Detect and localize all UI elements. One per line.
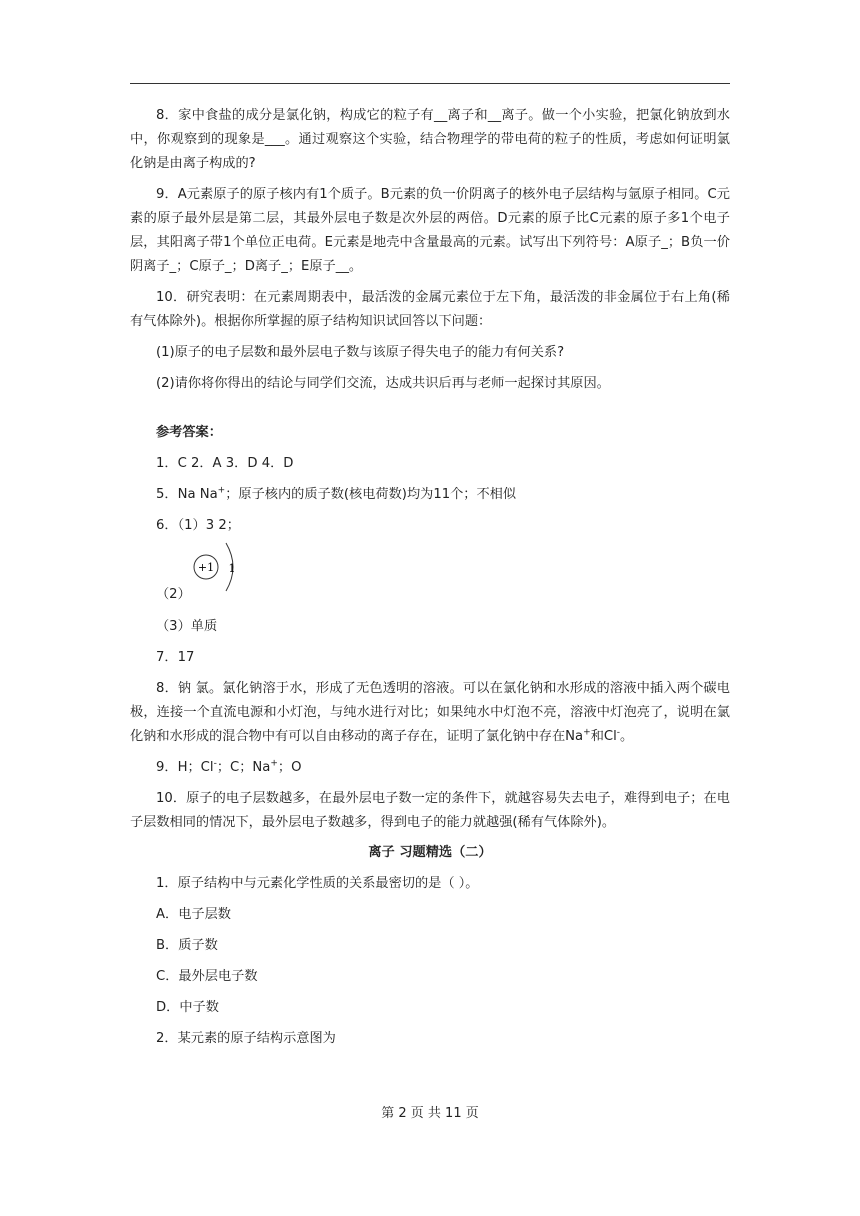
option-c: C．最外层电子数 xyxy=(156,969,258,984)
answer-10: 10．原子的电子层数越多，在最外层电子数一定的条件下，就越容易失去电子，难得到电子；在电子层数相同的情况下，最外层电子数越多，得到电子的能力就越强(稀有气体除外)。 xyxy=(130,791,730,830)
question-9: 9．A元素原子的原子核内有1个质子。B元素的负一价阴离子的核外电子层结构与氩原子相同。C元素的原子最外层是第二层，其最外层电子数是次外层的两倍。D元素的原子比C元素的原子多1个电子层，其阳离子带1个单位正电荷。E元素是地壳中含量最高的元素。试写出下列符号：A原子_；B负一价阴离子_；C原子_；D离子_；E原子__。 xyxy=(130,187,730,274)
answer-6-part-3: （3）单质 xyxy=(156,619,218,634)
section-title: 离子 习题精选（二） xyxy=(368,845,492,860)
option-a: A．电子层数 xyxy=(156,907,231,922)
nucleus-charge-label: +1 xyxy=(197,561,215,574)
answer-1-4: 1．C 2．A 3．D 4．D xyxy=(156,456,294,471)
answers-heading: 参考答案： xyxy=(156,425,222,440)
option-d: D．中子数 xyxy=(156,1000,219,1015)
answer-8: 8．钠 氯。氯化钠溶于水，形成了无色透明的溶液。可以在氯化钠和水形成的溶液中插入两个碳电极，连接一个直流电源和小灯泡，与纯水进行对比；如果纯水中灯泡不亮，溶液中灯泡亮了，说明在氯化钠和水形成的混合物中有可以自由移动的离子存在，证明了氯化钠中存在Na+和Cl-。 xyxy=(130,681,730,744)
atom-structure-diagram xyxy=(130,545,730,609)
question-10: 10．研究表明：在元素周期表中，最活泼的金属元素位于左下角，最活泼的非金属位于右上角(稀有气体除外)。根据你所掌握的原子结构知识试回答以下问题： xyxy=(130,290,730,329)
page-content xyxy=(130,104,730,1058)
shell-electron-count: 1 xyxy=(228,562,236,575)
answer-6-part-2: （2） xyxy=(156,587,191,602)
answer-6-part-1: 6．（1）3 2； xyxy=(156,518,240,533)
page-footer: 第 2 页 共 11 页 xyxy=(381,1106,479,1121)
question-8: 8．家中食盐的成分是氯化钠，构成它的粒子有__离子和__离子。做一个小实验，把氯化钠放到水中，你观察到的现象是___。通过观察这个实验，结合物理学的带电荷的粒子的性质，考虑如何证明氯化钠是由离子构成的? xyxy=(130,108,730,171)
section2-question-1: 1．原子结构中与元素化学性质的关系最密切的是（ ）。 xyxy=(156,876,479,891)
option-b: B．质子数 xyxy=(156,938,218,953)
header-rule xyxy=(130,83,730,84)
atom-diagram-svg xyxy=(188,541,248,605)
question-10-part-1: (1)原子的电子层数和最外层电子数与该原子得失电子的能力有何关系? xyxy=(156,345,565,360)
answer-7: 7．17 xyxy=(156,650,195,665)
section2-question-2: 2．某元素的原子结构示意图为 xyxy=(156,1031,336,1046)
question-10-part-2: (2)请你将你得出的结论与同学们交流，达成共识后再与老师一起探讨其原因。 xyxy=(156,376,610,391)
answer-5: 5．Na Na+；原子核内的质子数(核电荷数)均为11个；不相似 xyxy=(156,485,517,502)
answer-9: 9．H；Cl-；C；Na+；O xyxy=(156,758,302,775)
